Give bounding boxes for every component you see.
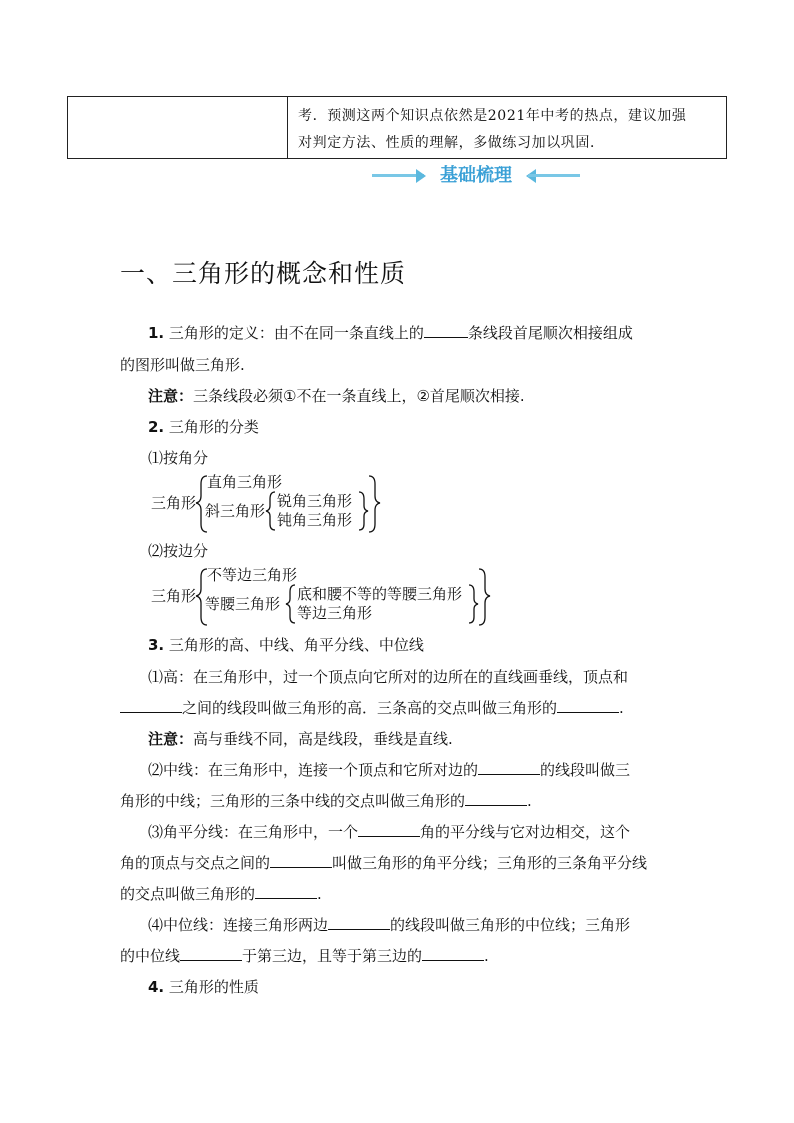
subheading-by-angle: ⑴按角分 xyxy=(148,449,209,467)
text: 的线段叫做三 xyxy=(540,761,631,779)
angle-right: 直角三角形 xyxy=(207,473,283,491)
paragraph-3-4-cont xyxy=(120,941,680,971)
blank-field xyxy=(478,759,540,775)
text: 的交点叫做三角形的 xyxy=(120,885,256,903)
table-text-line2: 对判定方法、性质的理解，多做练习加以巩固． xyxy=(298,135,605,151)
blank-field xyxy=(120,697,182,713)
paragraph-3-2-cont xyxy=(120,786,680,816)
banner-line-right xyxy=(528,174,580,177)
item-number: 1. xyxy=(148,324,165,342)
note-label: 注意： xyxy=(148,730,194,748)
text: 之间的线段叫做三角形的高．三条高的交点叫做三角形的 xyxy=(182,699,558,717)
subheading-by-side: ⑵按边分 xyxy=(148,542,209,560)
blank-field xyxy=(557,697,619,713)
blank-field xyxy=(255,883,317,899)
text: 三角形的高、中线、角平分线、中位线 xyxy=(164,636,424,654)
paragraph-4 xyxy=(120,972,708,1002)
item-number: 4. xyxy=(148,978,165,996)
banner-title: 基础梳理 xyxy=(440,165,512,186)
blank-field xyxy=(424,322,468,338)
table-cell-right xyxy=(288,97,726,158)
blank-field xyxy=(180,945,242,961)
text: . xyxy=(527,792,532,810)
text: 角的顶点与交点之间的 xyxy=(120,854,271,872)
text: 角的平分线与它对边相交，这个 xyxy=(420,823,631,841)
note-2 xyxy=(120,724,708,754)
item-number: 3. xyxy=(148,636,165,654)
blank-field xyxy=(465,790,527,806)
table-cell-left xyxy=(68,97,288,158)
note-1 xyxy=(120,381,708,411)
paragraph-2 xyxy=(120,412,708,442)
text: 角形的中线；三角形的三条中线的交点叫做三角形的 xyxy=(120,792,466,810)
text: ⑷中位线：连接三角形两边 xyxy=(148,916,329,934)
text: 条线段首尾顺次相接组成 xyxy=(467,324,633,342)
paragraph-3 xyxy=(120,630,708,660)
text: ⑶角平分线：在三角形中，一个 xyxy=(148,823,359,841)
section-heading: 一、三角形的概念和性质 xyxy=(120,259,407,288)
banner-arrow-right-icon xyxy=(416,169,426,183)
blank-field xyxy=(358,821,420,837)
text: ⑵中线：在三角形中，连接一个顶点和它所对边的 xyxy=(148,761,479,779)
angle-classification xyxy=(151,472,381,534)
paragraph-3-1: ⑴高：在三角形中，过一个顶点向它所对的边所在的直线画垂线，顶点和 xyxy=(148,668,629,686)
blank-field xyxy=(422,945,484,961)
paragraph-3-4 xyxy=(120,910,708,940)
paragraph-3-3-cont2 xyxy=(120,879,680,909)
side-equilateral: 等边三角形 xyxy=(297,604,373,622)
blank-field xyxy=(328,914,390,930)
angle-oblique: 斜三角形 xyxy=(205,502,266,520)
paragraph-1-cont: 的图形叫做三角形. xyxy=(120,356,245,374)
info-table xyxy=(67,96,727,159)
side-iso-unequal: 底和腰不等的等腰三角形 xyxy=(297,585,463,603)
text: 于第三边，且等于第三边的 xyxy=(242,947,423,965)
side-isosceles: 等腰三角形 xyxy=(205,595,281,613)
side-scalene: 不等边三角形 xyxy=(207,566,298,584)
table-text-line1: 考．预测这两个知识点依然是2021年中考的热点，建议加强 xyxy=(298,108,687,124)
side-classification xyxy=(151,565,491,627)
text: 的中位线 xyxy=(120,947,181,965)
text: 的线段叫做三角形的中位线；三角形 xyxy=(390,916,631,934)
text: 三角形的定义：由不在同一条直线上的 xyxy=(164,324,424,342)
paragraph-3-3-cont xyxy=(120,848,680,878)
angle-root: 三角形 xyxy=(151,494,197,512)
text: 叫做三角形的角平分线；三角形的三条角平分线 xyxy=(332,854,648,872)
text: 三角形的性质 xyxy=(164,978,259,996)
angle-obtuse: 钝角三角形 xyxy=(277,511,353,529)
paragraph-1 xyxy=(120,318,708,348)
text: . xyxy=(484,947,489,965)
paragraph-3-1-cont xyxy=(120,693,680,723)
blank-field xyxy=(270,852,332,868)
angle-acute: 锐角三角形 xyxy=(277,492,353,510)
section-banner xyxy=(372,163,580,189)
note-text: 三条线段必须①不在一条直线上，②首尾顺次相接. xyxy=(193,387,525,405)
text: 三角形的分类 xyxy=(164,418,259,436)
paragraph-3-2 xyxy=(120,755,708,785)
note-label: 注意： xyxy=(148,387,194,405)
text: . xyxy=(619,699,624,717)
paragraph-3-3 xyxy=(120,817,708,847)
item-number: 2. xyxy=(148,418,165,436)
note-text: 高与垂线不同，高是线段，垂线是直线. xyxy=(193,730,453,748)
side-root: 三角形 xyxy=(151,587,197,605)
text: . xyxy=(317,885,322,903)
